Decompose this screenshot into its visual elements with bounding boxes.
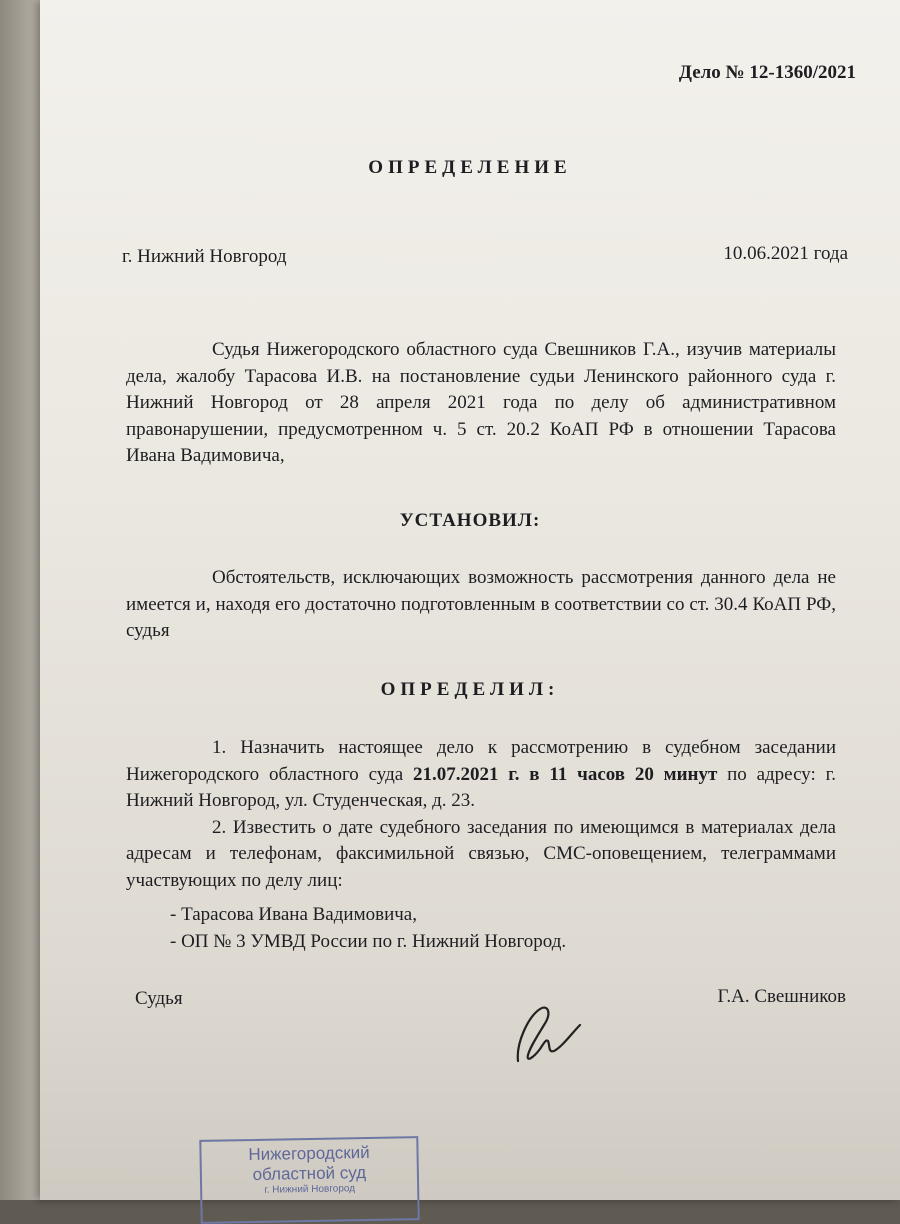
established-paragraph [126, 565, 836, 645]
document-page [40, 0, 900, 1200]
stamp-line-1: Нижегородский [248, 1142, 370, 1165]
signature-name: Г.А. Свешников [717, 986, 846, 1007]
list-item: - ОП № 3 УМВД России по г. Нижний Новгород. [170, 931, 567, 952]
item1-end: по адресу: г. Нижний Новгород, ул. Студенческая, д. 23. [126, 763, 836, 811]
document-city: г. Нижний Новгород [122, 246, 287, 267]
item2-text: 2. Известить о дате судебного заседания по имеющимся в материалах дела адресам и телефонам, факсимильной связью, СМС-оповещением, телеграммами участвующих по делу лиц: [126, 816, 836, 891]
stamp-line-2: областной суд [252, 1163, 367, 1184]
item1-start: 1. Назначить настоящее дело к рассмотрению в судебном заседании Нижегородского областного суда [126, 737, 836, 785]
decision-item-1 [126, 735, 836, 815]
signature-label: Судья [135, 988, 183, 1009]
established-text: Обстоятельств, исключающих возможность рассмотрения данного дела не имеется и, находя его достаточно подготовленным в соответствии со ст. 30.4 КоАП РФ, судья [126, 567, 836, 641]
document-date: 10.06.2021 года [723, 243, 848, 264]
decision-items [126, 735, 836, 894]
heading-decided: ОПРЕДЕЛИЛ: [380, 679, 560, 700]
hearing-datetime: 21.07.2021 г. в 11 часов 20 минут [412, 763, 718, 785]
intro-paragraph [126, 337, 836, 470]
court-stamp [199, 1136, 419, 1224]
case-number: Дело № 12-1360/2021 [678, 62, 856, 83]
list-item: - Тарасова Ивана Вадимовича, [170, 904, 417, 925]
stamp-line-3: г. Нижний Новгород [264, 1183, 356, 1196]
document-title: ОПРЕДЕЛЕНИЕ [368, 157, 572, 178]
handwritten-signature [480, 995, 600, 1075]
intro-text: Судья Нижегородского областного суда Свешников Г.А., изучив материалы дела, жалобу Тарасова И.В. на постановление судьи Ленинского районного суда г. Нижний Новгород от 28 апреля 2021 года по делу об административном правонарушении, предусмотренном ч. 5 ст. 20.2 КоАП РФ в отношении Тарасова Ивана Вадимовича, [126, 339, 836, 466]
heading-established: УСТАНОВИЛ: [399, 510, 541, 531]
decision-item-2 [126, 815, 836, 895]
